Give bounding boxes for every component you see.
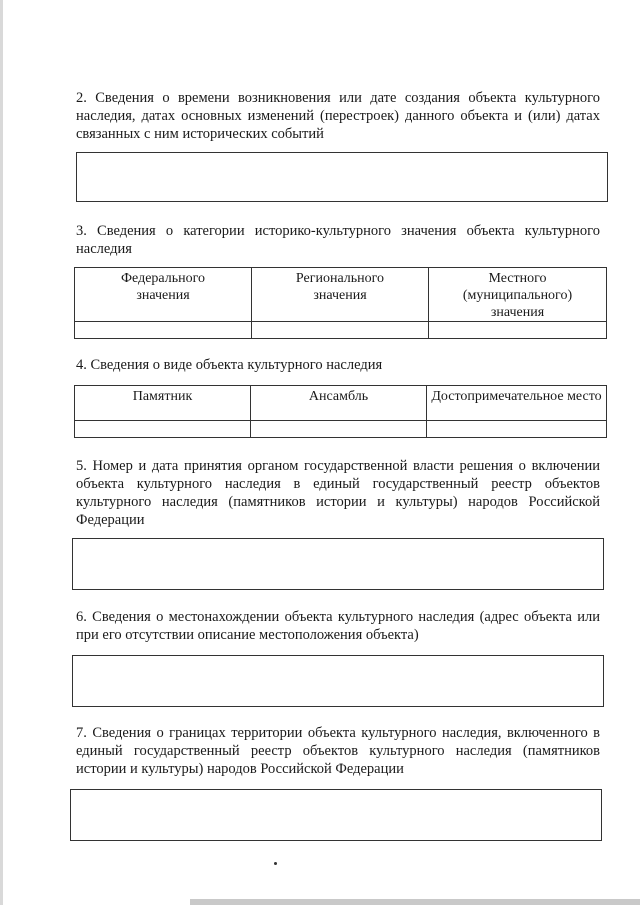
section-5-field[interactable]	[72, 538, 604, 590]
scan-edge-left	[0, 0, 3, 905]
section-5-heading: 5. Номер и дата принятия органом государственной власти решения о включении объекта культурного наследия в единый государственный реестр объектов культурного наследия (памятников истории и культуры) народов Российской Федерации	[76, 458, 600, 528]
type-cell-ensemble[interactable]	[251, 421, 427, 438]
category-cell-regional[interactable]	[252, 322, 429, 339]
category-header-local: Местного (муниципального) значения	[429, 268, 607, 322]
section-3-heading: 3. Сведения о категории историко-культурного значения объекта культурного наследия	[76, 223, 600, 257]
category-table	[74, 267, 607, 339]
section-7-field[interactable]	[70, 789, 602, 841]
type-table	[74, 385, 607, 438]
type-header-ensemble: Ансамбль	[251, 386, 427, 421]
section-6-heading: 6. Сведения о местонахождении объекта культурного наследия (адрес объекта или при его отсутствии описание местоположения объекта)	[76, 609, 600, 643]
section-7-heading: 7. Сведения о границах территории объекта культурного наследия, включенного в единый государственный реестр объектов культурного наследия (памятников истории и культуры) народов Российской Федерации	[76, 725, 600, 777]
category-cell-federal[interactable]	[75, 322, 252, 339]
section-4-heading: 4. Сведения о виде объекта культурного наследия	[76, 357, 383, 373]
scan-dot	[274, 862, 277, 865]
section-6-field[interactable]	[72, 655, 604, 707]
type-header-landmark: Достопримечательное место	[427, 386, 607, 421]
type-cell-landmark[interactable]	[427, 421, 607, 438]
category-cell-local[interactable]	[429, 322, 607, 339]
category-header-federal: Федерального значения	[75, 268, 252, 322]
section-2-field[interactable]	[76, 152, 608, 202]
section-2-heading: 2. Сведения о времени возникновения или дате создания объекта культурного наследия, датах основных изменений (перестроек) данного объекта и (или) датах связанных с ним исторических событий	[76, 90, 600, 142]
type-header-monument: Памятник	[75, 386, 251, 421]
type-cell-monument[interactable]	[75, 421, 251, 438]
category-header-regional: Регионального значения	[252, 268, 429, 322]
scan-edge-bottom	[190, 899, 640, 905]
